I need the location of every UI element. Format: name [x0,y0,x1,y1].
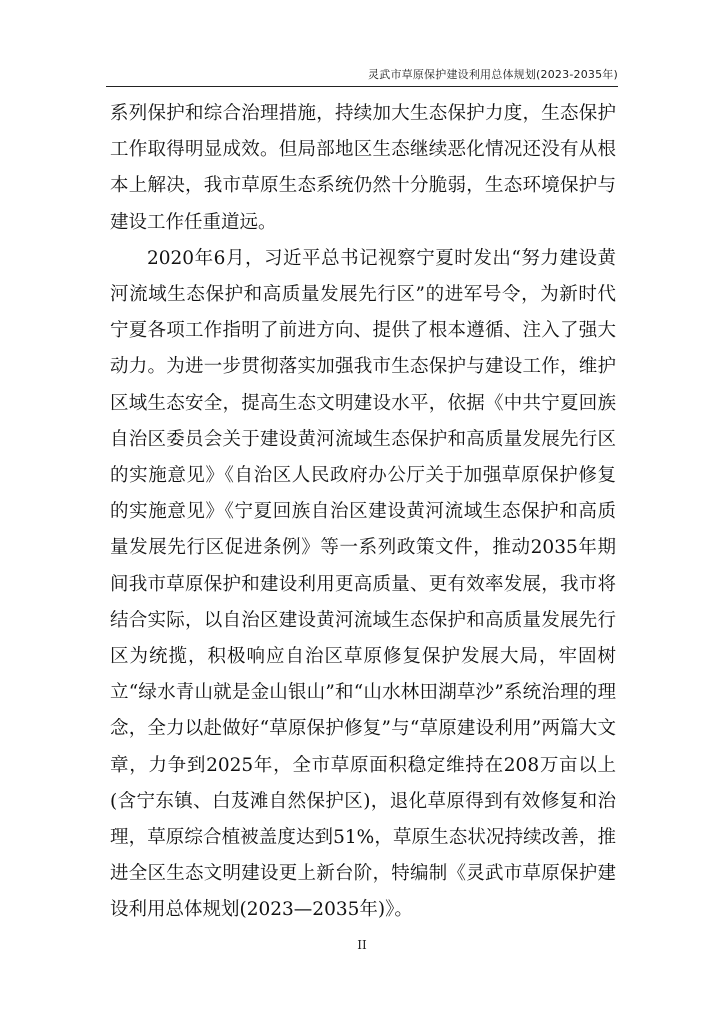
header-title: 灵武市草原保护建设利用总体规划(2023-2035年) [368,68,618,81]
page-header [106,64,618,87]
body-text [110,96,616,929]
paragraph-continued: 系列保护和综合治理措施，持续加大生态保护力度，生态保护工作取得明显成效。但局部地区生态继续恶化情况还没有从根本上解决，我市草原生态系统仍然十分脆弱，生态环境保护与建设工作任重道远。 [110,103,616,233]
page-number: II [357,938,367,952]
paragraph-main: 2020年6月，习近平总书记视察宁夏时发出“努力建设黄河流域生态保护和高质量发展先行区”的进军号令，为新时代宁夏各项工作指明了前进方向、提供了根本遵循、注入了强大动力。为进一步贯彻落实加强我市生态保护与建设工作，维护区域生态安全，提高生态文明建设水平，依据《中共宁夏回族自治区委员会关于建设黄河流域生态保护和高质量发展先行区的实施意见》《自治区人民政府办公厅关于加强草原保护修复的实施意见》《宁夏回族自治区建设黄河流域生态保护和高质量发展先行区促进条例》等一系列政策文件，推动2035年期间我市草原保护和建设利用更高质量、更有效率发展，我市将结合实际，以自治区建设黄河流域生态保护和高质量发展先行区为统揽，积极响应自治区草原修复保护发展大局，牢固树立“绿水青山就是金山银山”和“山水林田湖草沙”系统治理的理念，全力以赴做好“草原保护修复”与“草原建设利用”两篇大文章，力争到2025年，全市草原面积稳定维持在208万亩以上(含宁东镇、白芨滩自然保护区)，退化草原得到有效修复和治理，草原综合植被盖度达到51%，草原生态状况持续改善，推进全区生态文明建设更上新台阶，特编制《灵武市草原保护建设利用总体规划(2023—2035年)》。 [110,247,616,921]
